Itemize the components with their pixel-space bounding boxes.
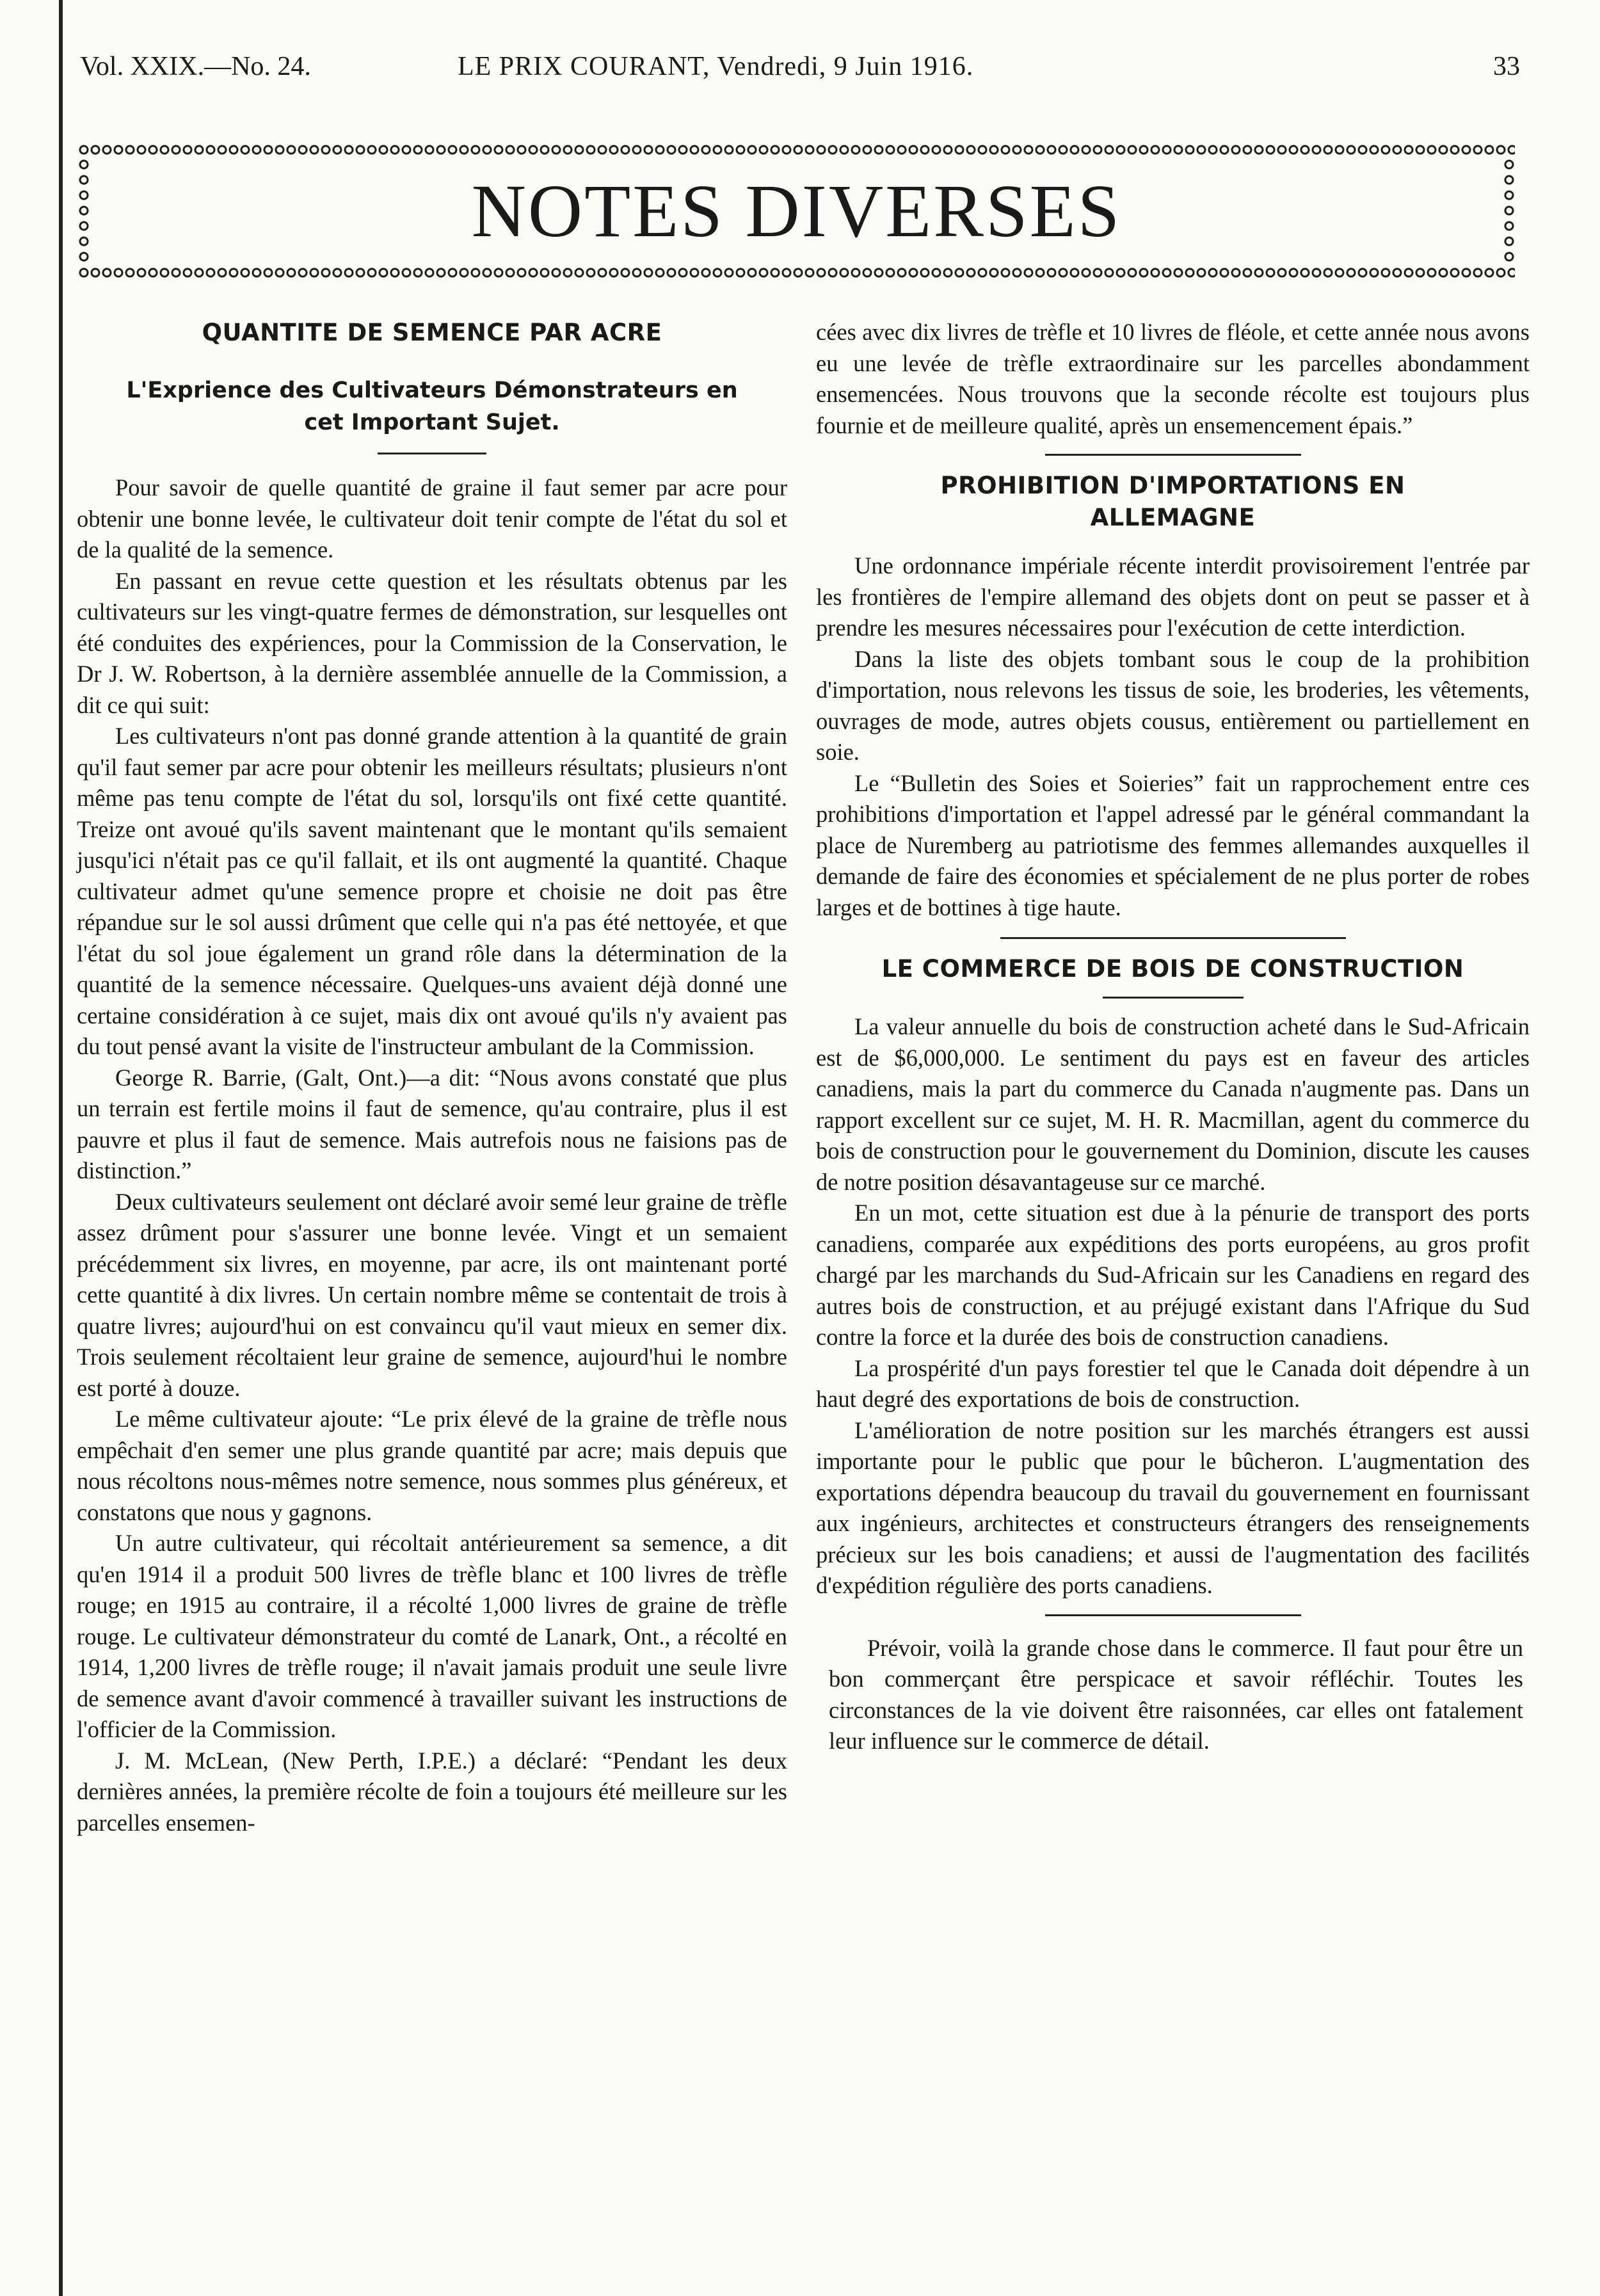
paragraph: En passant en revue cette question et les résultats obtenus par les cultivateurs sur les vingt-quatre fermes de démonstration, sur lesquelles ont été conduites des expériences, pour la Commission de la Conservation, le Dr J. W. Robertson, à la dernière assemblée annuelle de la Commission, a dit ce qui suit: (77, 567, 787, 718)
divider (1045, 1614, 1301, 1616)
paragraph: Deux cultivateurs seulement ont déclaré avoir semé leur graine de trèfle assez drûment pour s'assurer une bonne levée. Vingt et un semaient précédemment six livres, en moyenne, par acre, ils ont maintenant porté cette quantité à dix livres. Un certain nombre même se contentait de trois à quatre livres; aujourd'hui on est convaincu qu'il vaut mieux en semer dix. Trois seulement récoltaient leur graine de semence, aujourd'hui le nombre est porté à douze. (77, 1188, 787, 1401)
section-title: NOTES DIVERSES (471, 169, 1122, 253)
page-binding-rule (59, 0, 63, 2296)
divider (1045, 454, 1301, 456)
paragraph: Une ordonnance impériale récente interdit provisoirement l'entrée par les frontières de l'empire allemand des objets dont on peut se passer et à prendre les mesures nécessaires pour l'exécution de cette interdiction. (816, 552, 1530, 641)
paragraph: La prospérité d'un pays forestier tel que le Canada doit dépendre à un haut degré des exportations de bois de construction. (816, 1354, 1530, 1412)
paragraph: George R. Barrie, (Galt, Ont.)—a dit: “Nous avons constaté que plus un terrain est fertile moins il faut de semence, qu'au contraire, plus il est pauvre et plus il faut de semence. Mais autrefois nous ne faisions pas de distinction.” (77, 1064, 787, 1184)
paragraph: Un autre cultivateur, qui récoltait antérieurement sa semence, a dit qu'en 1914 il a produit 500 livres de trèfle blanc et 100 livres de trèfle rouge; en 1915 au contraire, il a récolté 1,000 livres de graine de trèfle rouge. Le cultivateur démonstrateur du comté de Lanark, Ont., a récolté en 1914, 1,200 livres de trèfle rouge; il n'avait jamais produit une seule livre de semence avant d'avoir commencé à travailler suivant les instructions de l'officier de la Commission. (77, 1530, 787, 1742)
right-column (816, 317, 1530, 1757)
paragraph: En un mot, cette situation est due à la pénurie de transport des ports canadiens, comparée aux expéditions des ports européens, au gros profit chargé par les marchands du Sud-Africain sur les Canadiens en regard des autres bois de construction, et au préjugé existant dans l'Afrique du Sud contre la force et la durée des bois de construction canadiens. (816, 1200, 1530, 1350)
article-subtitle-semence: L'Exprience des Cultivateurs Démonstrateurs en cet Important Sujet. (126, 378, 738, 435)
page-number: 33 (1493, 52, 1520, 81)
divider (378, 453, 486, 454)
paragraph: La valeur annuelle du bois de construction acheté dans le Sud-Africain est de $6,000,000. Le sentiment du pays est en faveur des articles canadiens, mais la part du commerce du Canada n'augmente pas. Dans un rapport excellent sur ce sujet, M. H. R. Macmillan, agent du commerce du bois de construction pour le gouvernement du Dominion, discute les causes de notre position désavantageuse sur ce marché. (816, 1013, 1530, 1195)
paragraph: Les cultivateurs n'ont pas donné grande attention à la quantité de grain qu'il faut semer par acre pour obtenir les meilleurs résultats; plusieurs n'ont même pas tenu compte de l'état du sol, lorsqu'ils ont fixé cette quantité. Treize ont avoué qu'ils savent maintenant que le montant qu'ils semaient jusqu'ici n'était pas ce qu'il fallait, et ils ont augmenté la quantité. Chaque cultivateur admet qu'une semence propre et choisie ne doit pas être répandue sur le sol aussi drûment que celle qui n'a pas été nettoyée, et que l'état du sol joue également un grand rôle dans la détermination de la quantité de la semence nécessaire. Quelques-uns avaient déjà donné une certaine considération à ce sujet, mais dix ont avoué qu'ils n'y avaient pas du tout pensé avant la visite de l'instructeur ambulant de la Commission. (77, 723, 787, 1059)
paragraph: Le même cultivateur ajoute: “Le prix élevé de la graine de trèfle nous empêchait d'en semer une plus grande quantité par acre; mais depuis que nous récoltons nous-mêmes notre semence, nous sommes plus généreux, et constatons que nous y gagnons. (77, 1406, 787, 1525)
volume-number: Vol. XXIX.—No. 24. (80, 52, 311, 81)
paragraph: Dans la liste des objets tombant sous le coup de la prohibition d'importation, nous relevons les tissus de soie, les broderies, les vêtements, ouvrages de mode, autres objets cousus, entièrement ou partiellement en soie. (816, 645, 1530, 765)
left-column (77, 317, 787, 1838)
banner-border-top (78, 144, 1515, 156)
paragraph-continuation: cées avec dix livres de trèfle et 10 livres de fléole, et cette année nous avons eu une levée de trèfle extraordinaire sur les parcelles abondamment ensemencées. Nous trouvons que la seconde récolte est toujours plus fournie et de meilleure qualité, après un ensemencement épais.” (816, 319, 1530, 438)
divider (1103, 997, 1244, 999)
article-title-semence: QUANTITE DE SEMENCE PAR ACRE (202, 319, 662, 346)
paragraph: L'amélioration de notre position sur les marchés étrangers est aussi importante pour le public que pour le bûcheron. L'augmentation des exportations dépendra beaucoup du travail du gouvernement en fournissant aux ingénieurs, architectes et constructeurs étrangers des renseignements précieux sur les bois canadiens; et aussi de l'augmentation des facilités d'expédition régulière des ports canadiens. (816, 1417, 1530, 1598)
article-title-bois: LE COMMERCE DE BOIS DE CONSTRUCTION (881, 955, 1464, 983)
article-title-prohibition: PROHIBITION D'IMPORTATIONS EN ALLEMAGNE (940, 472, 1405, 531)
section-banner (78, 144, 1515, 278)
publication-title: LE PRIX COURANT, Vendredi, 9 Juin 1916. (458, 52, 974, 81)
page-header (80, 51, 1520, 90)
paragraph: Pour savoir de quelle quantité de graine il faut semer par acre pour obtenir une bonne levée, le cultivateur doit tenir compte de l'état du sol et de la qualité de la semence. (77, 474, 787, 563)
closing-note: Prévoir, voilà la grande chose dans le commerce. Il faut pour être un bon commerçant être perspicace et savoir réfléchir. Toutes les circonstances de la vie doivent être raisonnées, car elles ont fatalement leur influence sur le commerce de détail. (829, 1634, 1523, 1754)
paragraph: J. M. McLean, (New Perth, I.P.E.) a déclaré: “Pendant les deux dernières années, la première récolte de foin a toujours été meilleure sur les parcelles ensemen- (77, 1747, 787, 1836)
divider (1000, 937, 1346, 939)
banner-border-bottom (78, 267, 1515, 278)
paragraph: Le “Bulletin des Soies et Soieries” fait un rapprochement entre ces prohibitions d'importation et l'appel adressé par le général commandant la place de Nuremberg au patriotisme des femmes allemandes auxquelles il demande de faire des économies et spécialement de ne plus porter de robes larges et de bottines à tige haute. (816, 769, 1530, 920)
